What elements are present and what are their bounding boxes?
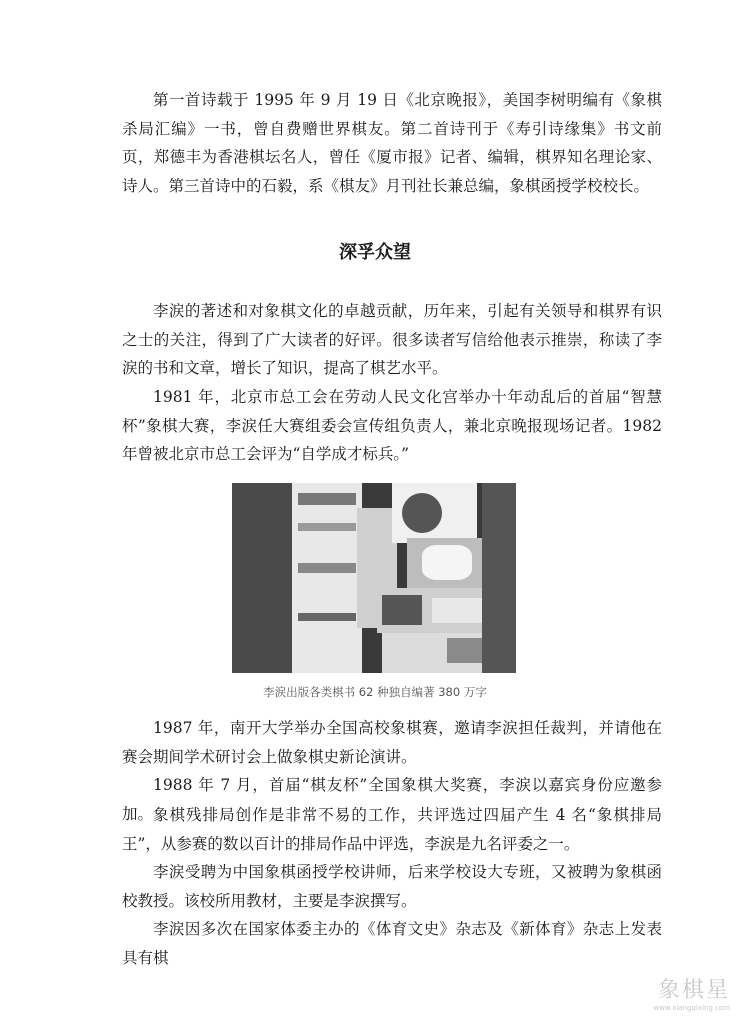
body-paragraph-4: 1988 年 7 月，首届“棋友杯”全国象棋大奖赛，李涙以嘉宾身份应邀参加。 <box>122 776 662 823</box>
body-paragraph-3: 1987 年，南开大学举办全国高校象棋赛，邀请李涙担任裁判，并请他在赛会期间学术研讨会上做象棋史新论演讲。 <box>122 719 662 766</box>
body-paragraph-7: 李涙因多次在国家体委主办的《体育文史》杂志及《新体育》杂志上发表具有棋 <box>122 920 662 967</box>
body-paragraph-6: 李涙受聘为中国象棋函授学校讲师，后来学校设大专班，又被聘为象棋函校教授。该校所用教材，主要是李涙撰写。 <box>122 863 662 910</box>
site-watermark <box>653 973 730 1012</box>
intro-paragraph: 第一首诗载于 1995 年 9 月 19 日《北京晚报》，美国李树明编有《象棋杀局汇编》一书，曾自费赠世界棋友。第二首诗刊于《寿引诗缘集》书文前页，郑德丰为香港棋坛名人，曾任《厦市报》记者、编辑，棋界知名理论家、诗人。第三首诗中的石毅，系《棋友》月刊社长兼总编，象棋函授学校校长。 <box>122 91 662 195</box>
books-photo <box>232 483 516 673</box>
body-paragraph-2: 1981 年，北京市总工会在劳动人民文化宫举办十年动乱后的首届“智慧杯”象棋大赛，李涙任大赛组委会宣传组负责人，兼北京晚报现场记者。1982 年曾被北京市总工会评为“自学成才标兵。” <box>122 388 662 463</box>
watermark-url: www.xiangqixing.com <box>653 1004 730 1012</box>
section-heading: 深孚众望 <box>339 242 411 263</box>
body-paragraph-1: 李涙的著述和对象棋文化的卓越贡献，历年来，引起有关领导和棋界有识之士的关注，得到了广大读者的好评。很多读者写信给他表示推崇，称读了李涙的书和文章，增长了知识，提高了棋艺水平。 <box>122 302 662 377</box>
photo-caption: 李涙出版各类棋书 62 种独自编著 380 万字 <box>263 685 487 699</box>
body-paragraph-5: 象棋残排局创作是非常不易的工作，共评选过四届产生 4 名“象棋排局王”，从参赛的数以百计的排局作品中评选，李涙是九名评委之一。 <box>122 806 662 853</box>
watermark-logo: 象棋星 <box>657 978 730 1003</box>
